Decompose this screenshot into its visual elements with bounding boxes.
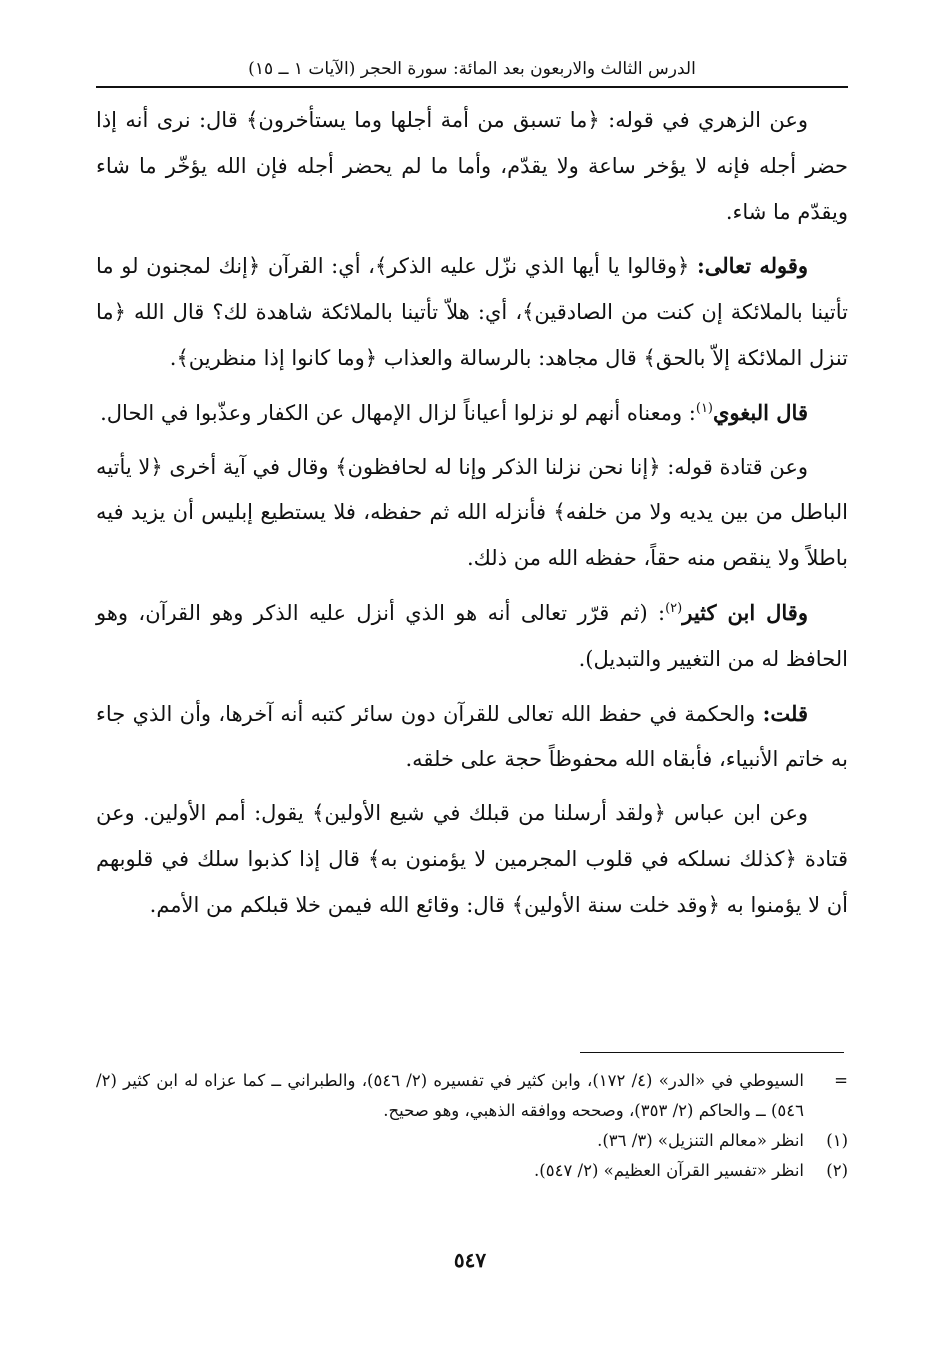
footnote-continued-text: السيوطي في «الدر» (٤/ ١٧٢)، وابن كثير في تفسيره (٢/ ٥٤٦)، والطبراني ــ كما عزاه له ابن كثير (٢/ ٥٤٦) ــ والحاكم (٢/ ٣٥٣)، وصححه ووافقه الذهبي، وهو صحيح. <box>96 1071 804 1120</box>
paragraph-6-lead: قلت: <box>762 700 808 726</box>
footnote-ref-2: (٢) <box>665 600 683 616</box>
paragraph-1 <box>96 98 848 235</box>
footnote-1-number: (١) <box>826 1131 848 1150</box>
paragraph-4-text: وعن قتادة قوله: ﴿إنا نحن نزلنا الذكر وإنا له لحافظون﴾ وقال في آية أخرى ﴿لا يأتيه الباطل من بين يديه ولا من خلفه﴾ فأنزله الله ثم حفظه، فلا يستطيع إبليس أن يزيد فيه باطلاً ولا ينقص منه حقاً، حفظه الله من ذلك. <box>96 454 848 571</box>
footnote-divider <box>580 1052 844 1053</box>
footnote-ref-1: (١) <box>695 400 713 416</box>
footnote-1-text: انظر «معالم التنزيل» (٣/ ٣٦). <box>597 1131 804 1150</box>
paragraph-6 <box>96 691 848 784</box>
footnote-2-text: انظر «تفسير القرآن العظيم» (٢/ ٥٤٧). <box>534 1161 804 1180</box>
footnotes <box>96 1066 848 1186</box>
footnote-2 <box>96 1156 848 1186</box>
paragraph-3-text: : ومعناه أنهم لو نزلوا أعياناً لزال الإمهال عن الكفار وعذّبوا في الحال. <box>100 400 696 425</box>
paragraph-1-text: وعن الزهري في قوله: ﴿ما تسبق من أمة أجلها وما يستأخرون﴾ قال: نرى أنه إذا حضر أجله فإنه لا يؤخر ساعة ولا يقدّم، وأما ما لم يحضر أجله فإن الله يؤخّر ما شاء ويقدّم ما شاء. <box>96 108 848 224</box>
paragraph-2-lead: وقوله تعالى: <box>697 253 809 279</box>
paragraph-4 <box>96 445 848 582</box>
main-text <box>96 98 848 937</box>
footnote-continued-marker: = <box>834 1071 848 1090</box>
footnote-continued <box>96 1066 848 1126</box>
paragraph-6-text: والحكمة في حفظ الله تعالى للقرآن دون سائر كتبه أنه آخرها، وأن الذي جاء به خاتم الأنبياء، فأبقاه الله محفوظاً حجة على خلقه. <box>96 701 848 772</box>
footnote-1 <box>96 1126 848 1156</box>
page-number: ٥٤٧ <box>453 1248 487 1272</box>
footnote-2-number: (٢) <box>826 1161 848 1180</box>
paragraph-7 <box>96 791 848 928</box>
paragraph-5-text: : (ثم قرّر تعالى أنه هو الذي أنزل عليه الذكر وهو القرآن، وهو الحافظ له من التغيير والتبديل). <box>96 600 848 671</box>
paragraph-2 <box>96 243 848 381</box>
paragraph-3-lead: قال البغوي <box>713 399 808 425</box>
paragraph-5 <box>96 590 848 683</box>
paragraph-2-text: ﴿وقالوا يا أيها الذي نزّل عليه الذكر﴾، أي: القرآن ﴿إنك لمجنون لو ما تأتينا بالملائكة إن كنت من الصادقين﴾، أي: هلاّ تأتينا بالملائكة شاهدة لك؟ قال الله ﴿ما تنزل الملائكة إلاّ بالحق﴾ قال مجاهد: بالرسالة والعذاب ﴿وما كانوا إذا منظرين﴾. <box>96 254 848 370</box>
running-header: الدرس الثالث والاربعون بعد المائة: سورة الحجر (الآيات ١ ــ ١٥) <box>96 56 848 88</box>
paragraph-5-lead: وقال ابن كثير <box>682 599 808 625</box>
paragraph-7-text: وعن ابن عباس ﴿ولقد أرسلنا من قبلك في شيع الأولين﴾ يقول: أمم الأولين. وعن قتادة ﴿كذلك نسلكه في قلوب المجرمين لا يؤمنون به﴾ قال إذا كذبوا سلك في قلوبهم أن لا يؤمنوا به ﴿وقد خلت سنة الأولين﴾ قال: وقائع الله فيمن خلا قبلكم من الأمم. <box>96 801 848 917</box>
paragraph-3 <box>96 390 848 437</box>
